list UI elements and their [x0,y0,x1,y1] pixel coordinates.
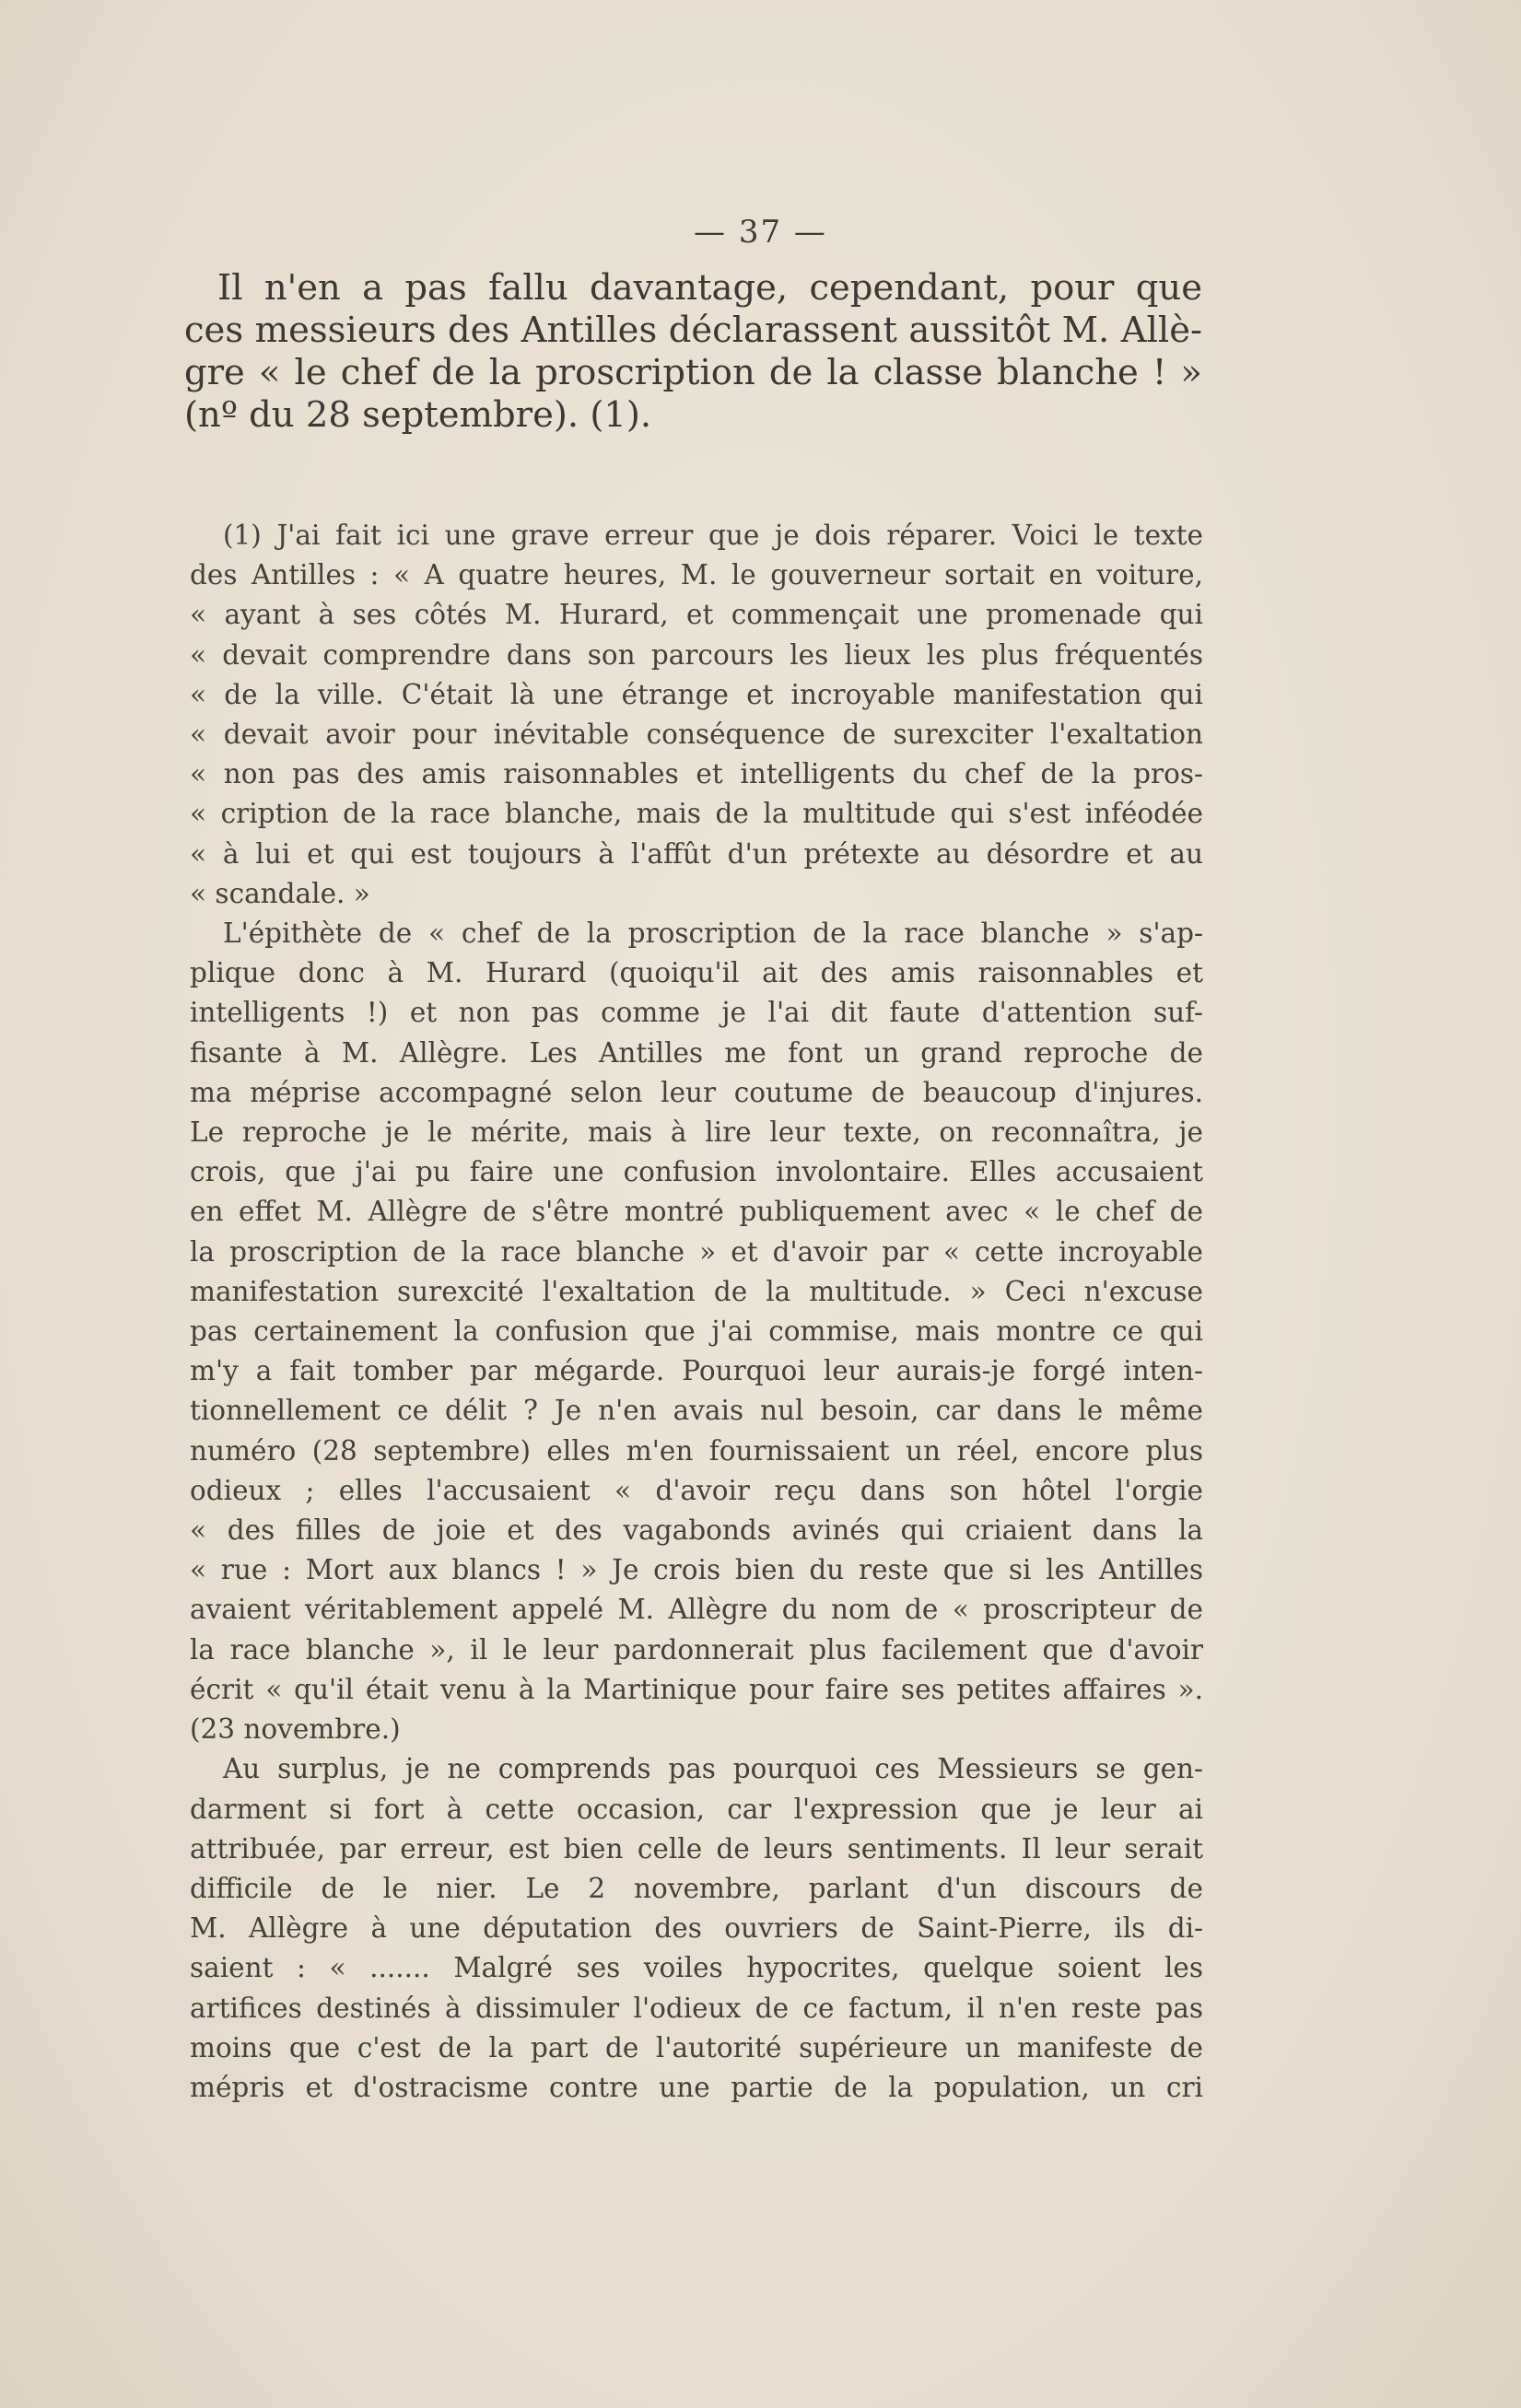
footnote-line: saient : « ....... Malgré ses voiles hypocrites, quelque soient les [190,1952,1203,1984]
footnote-line: écrit « qu'il était venu à la Martinique pour faire ses petites affaires ». [190,1673,1203,1705]
footnote [190,516,1203,2108]
footnote-line: intelligents !) et non pas comme je l'ai dit faute d'attention suf- [190,997,1203,1029]
main-line: Il n'en a pas fallu davantage, cependant, pour que [217,267,1202,309]
footnote-paragraph-3 [190,1749,1203,2108]
footnote-line: « devait avoir pour inévitable conséquence de surexciter l'exaltation [190,719,1203,751]
footnote-line: la race blanche », il le leur pardonnerait plus facilement que d'avoir [190,1633,1203,1666]
footnote-line: numéro (28 septembre) elles m'en fournissaient un réel, encore plus [190,1434,1203,1467]
footnote-line: avaient véritablement appelé M. Allègre du nom de « proscripteur de [190,1594,1203,1626]
footnote-line: « scandale. » [190,877,370,909]
footnote-line: « de la ville. C'était là une étrange et incroyable manifestation qui [190,678,1203,710]
footnote-line: plique donc à M. Hurard (quoiqu'il ait des amis raisonnables et [190,957,1203,989]
footnote-line: « rue : Mort aux blancs ! » Je crois bien du reste que si les Antilles [190,1554,1203,1586]
main-line: gre « le chef de la proscription de la classe blanche ! » [184,352,1202,393]
footnote-line: odieux ; elles l'accusaient « d'avoir reçu dans son hôtel l'orgie [190,1474,1203,1506]
footnote-line: attribuée, par erreur, est bien celle de leurs sentiments. Il leur serait [190,1832,1203,1864]
footnote-line: « non pas des amis raisonnables et intelligents du chef de la pros- [190,758,1203,790]
footnote-line: difficile de le nier. Le 2 novembre, parlant d'un discours de [190,1872,1203,1904]
footnote-line: manifestation surexcité l'exaltation de la multitude. » Ceci n'excuse [190,1275,1203,1307]
footnote-line: moins que c'est de la part de l'autorité supérieure un manifeste de [190,2031,1203,2063]
footnote-paragraph-1 [190,516,1203,914]
footnote-line: « devait comprendre dans son parcours les lieux les plus fréquentés [190,638,1203,671]
footnote-line: Au surplus, je ne comprends pas pourquoi ces Messieurs se gen- [223,1753,1203,1785]
footnote-line: « cription de la race blanche, mais de la multitude qui s'est inféodée [190,798,1203,830]
footnote-line: (23 novembre.) [190,1713,401,1746]
footnote-line: pas certainement la confusion que j'ai commise, mais montre ce qui [190,1315,1203,1348]
main-line: (nº du 28 septembre). (1). [184,394,652,436]
footnote-paragraph-2 [190,914,1203,1749]
footnote-line: des Antilles : « A quatre heures, M. le gouverneur sortait en voiture, [190,559,1203,591]
footnote-line: ma méprise accompagné selon leur coutume de beaucoup d'injures. [190,1076,1203,1108]
footnote-line: la proscription de la race blanche » et d'avoir par « cette incroyable [190,1235,1203,1268]
footnote-line: crois, que j'ai pu faire une confusion involontaire. Elles accusaient [190,1156,1203,1188]
main-line: ces messieurs des Antilles déclarassent aussitôt M. Allè- [184,310,1202,351]
footnote-line: Le reproche je le mérite, mais à lire leur texte, on reconnaîtra, je [190,1116,1203,1149]
page-number: — 37 — [694,214,827,251]
footnote-line: tionnellement ce délit ? Je n'en avais nul besoin, car dans le même [190,1395,1203,1427]
footnote-line: (1) J'ai fait ici une grave erreur que je dois réparer. Voici le texte [223,520,1203,551]
footnote-line: « ayant à ses côtés M. Hurard, et commençait une promenade qui [190,599,1203,631]
footnote-line: en effet M. Allègre de s'être montré publiquement avec « le chef de [190,1196,1203,1228]
footnote-line: « à lui et qui est toujours à l'affût d'un prétexte au désordre et au [190,837,1203,870]
footnote-line: « des filles de joie et des vagabonds avinés qui criaient dans la [190,1514,1203,1547]
footnote-line: fisante à M. Allègre. Les Antilles me font un grand reproche de [190,1036,1203,1069]
footnote-line: m'y a fait tomber par mégarde. Pourquoi leur aurais-je forgé inten- [190,1355,1203,1387]
main-paragraph [184,267,1202,437]
footnote-line: L'épithète de « chef de la proscription de la race blanche » s'ap- [223,918,1203,950]
footnote-line: mépris et d'ostracisme contre une partie de la population, un cri [190,2071,1203,2103]
footnote-line: darment si fort à cette occasion, car l'expression que je leur ai [190,1793,1203,1825]
footnote-line: artifices destinés à dissimuler l'odieux de ce factum, il n'en reste pas [190,1992,1203,2024]
footnote-line: M. Allègre à une députation des ouvriers de Saint-Pierre, ils di- [190,1912,1203,1945]
